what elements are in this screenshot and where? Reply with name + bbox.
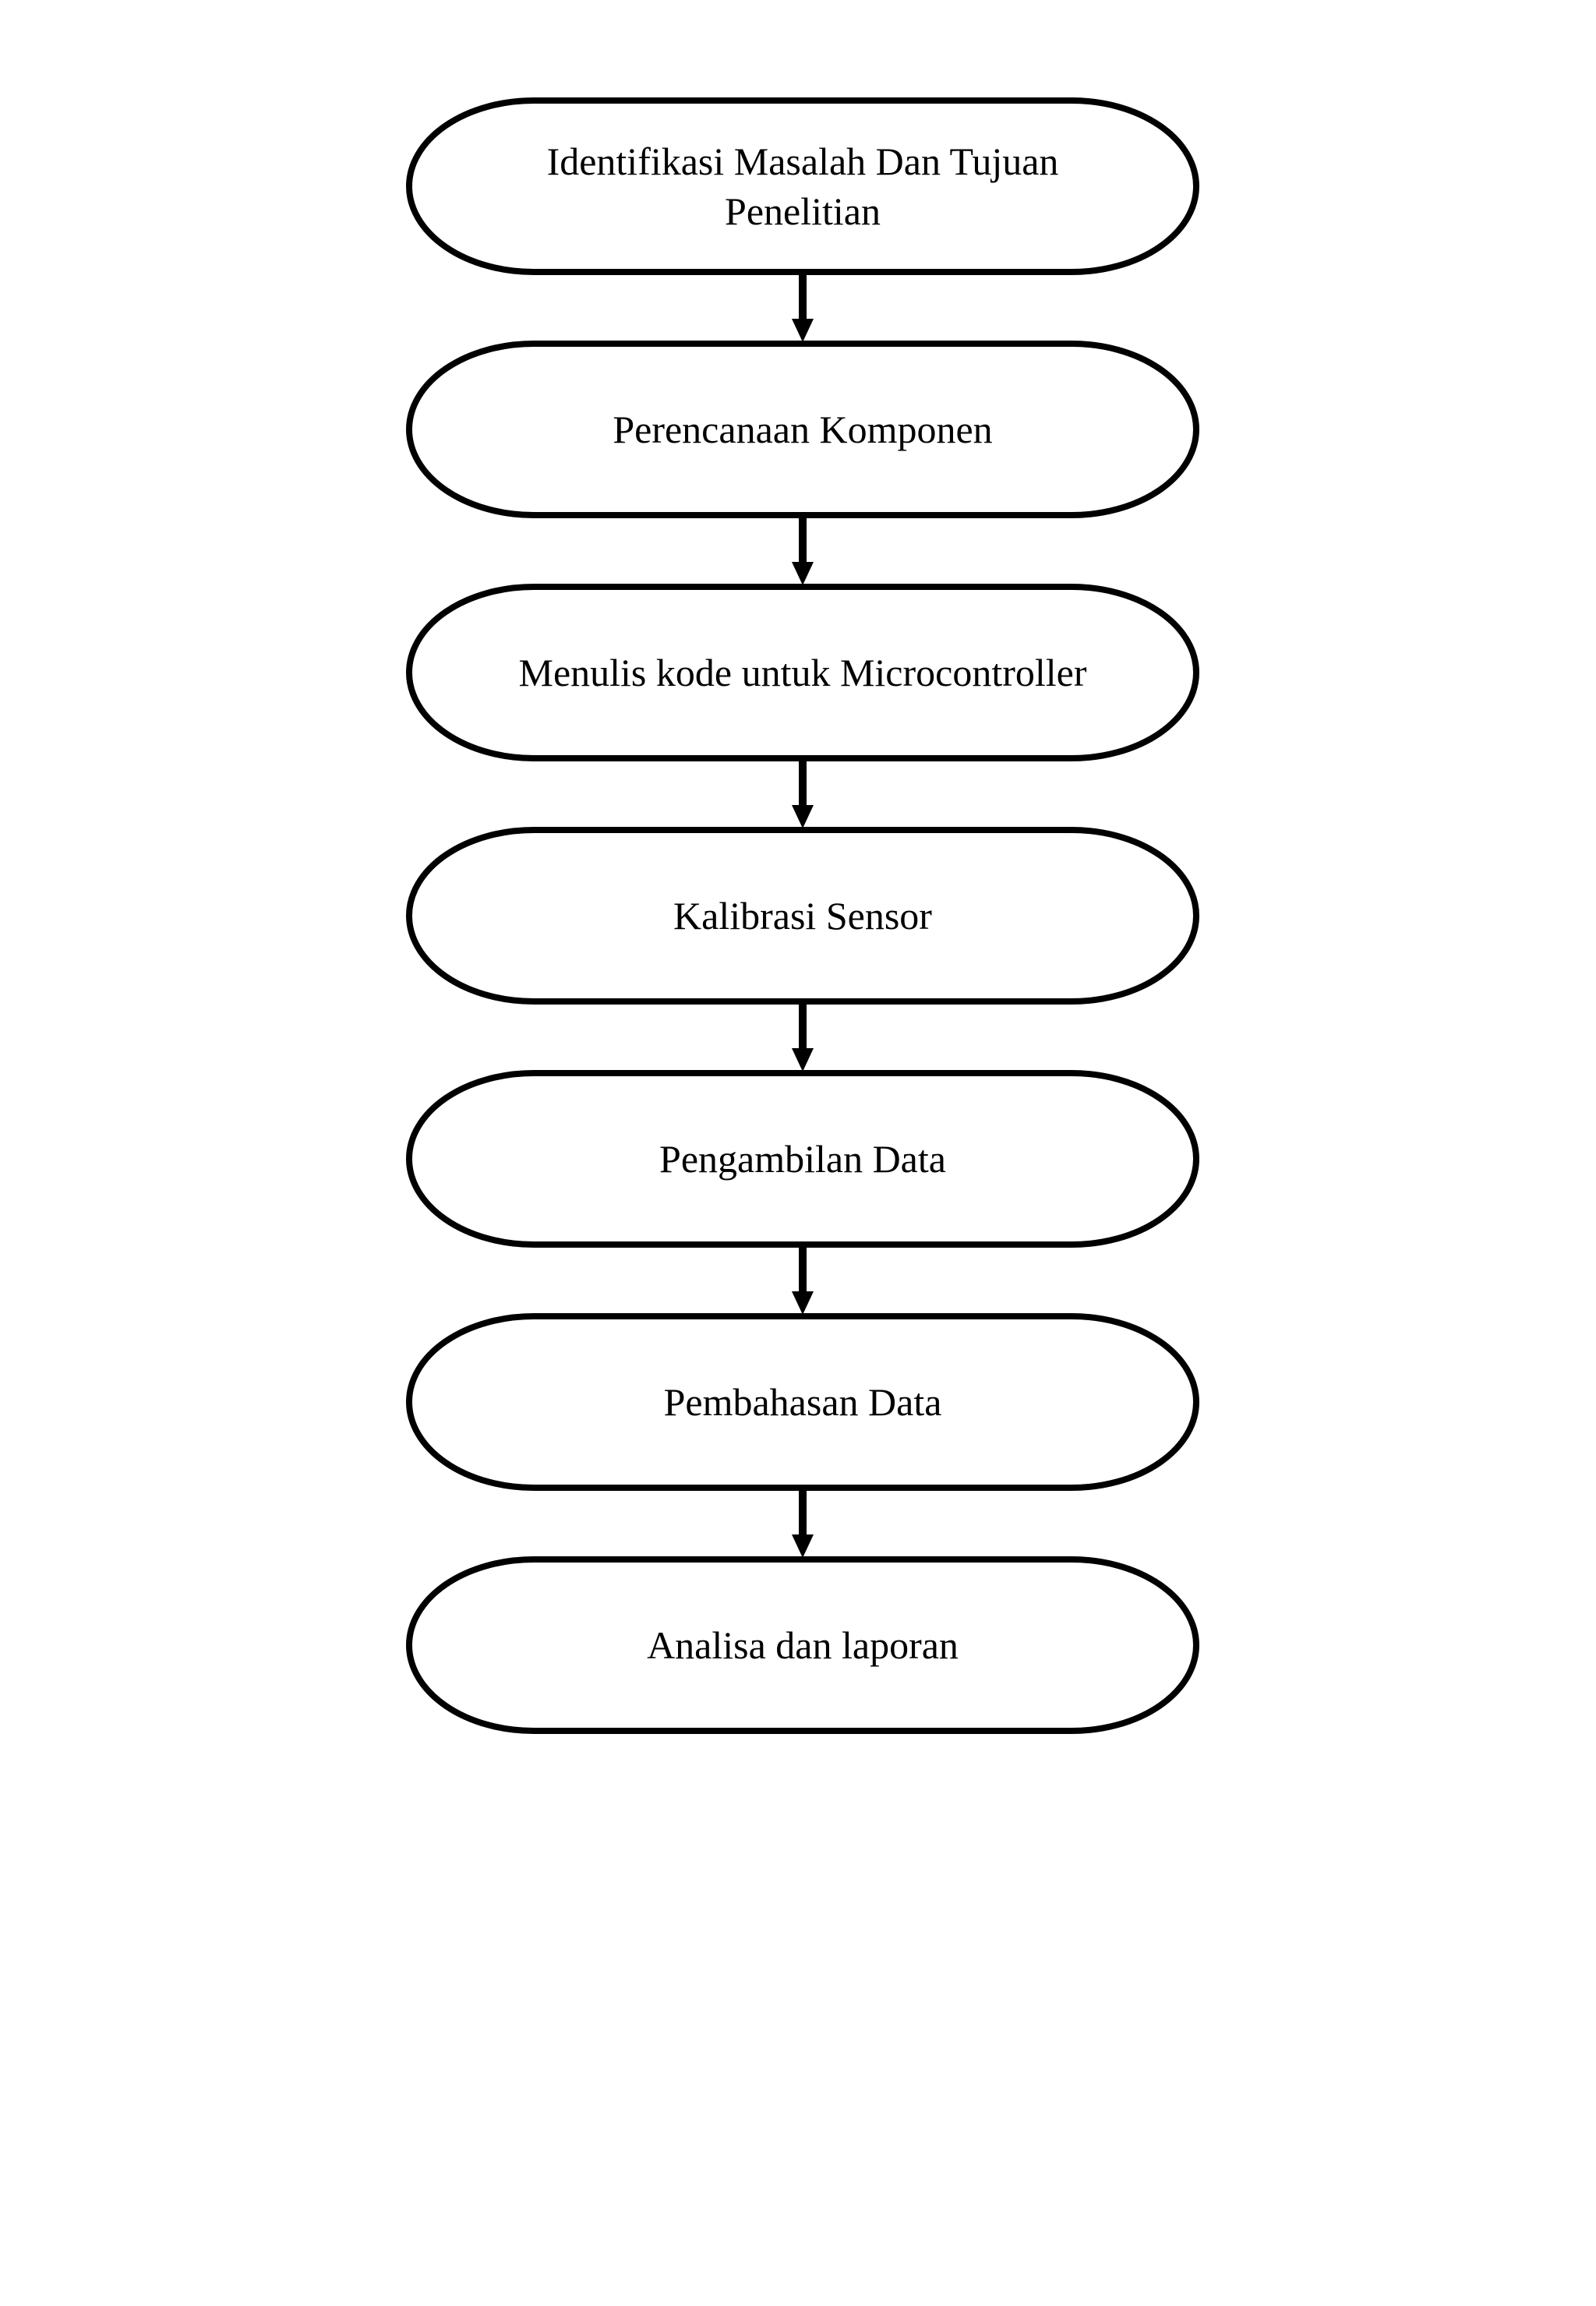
flow-step-label: Analisa dan laporan [647, 1623, 959, 1667]
flow-step-label: Menulis kode untuk Microcontroller [518, 651, 1087, 694]
flow-step-label: Identifikasi Masalah Dan Tujuan [546, 139, 1059, 183]
flow-step [409, 1073, 1196, 1245]
flow-step [409, 587, 1196, 758]
flow-step [409, 1559, 1196, 1731]
arrow-down-icon [792, 1291, 814, 1315]
flow-step [409, 1316, 1196, 1488]
flow-step-label: Pembahasan Data [663, 1380, 942, 1424]
flow-step-label: Perencanaan Komponen [613, 408, 993, 451]
arrow-down-icon [792, 1048, 814, 1072]
flow-step-box [409, 101, 1196, 272]
flow-arrow [792, 758, 814, 828]
flow-step [409, 344, 1196, 515]
flow-arrow [792, 272, 814, 342]
arrow-down-icon [792, 805, 814, 828]
flow-arrow [792, 1245, 814, 1315]
arrow-down-icon [792, 319, 814, 342]
flow-step [409, 101, 1196, 272]
arrow-down-icon [792, 1534, 814, 1558]
flow-step-label: Kalibrasi Sensor [673, 894, 932, 938]
flow-step-label: Penelitian [725, 189, 881, 233]
flow-arrow [792, 1001, 814, 1072]
flow-arrow [792, 1488, 814, 1558]
arrow-down-icon [792, 562, 814, 585]
flow-step-label: Pengambilan Data [659, 1137, 946, 1181]
flow-step [409, 830, 1196, 1001]
flow-arrow [792, 515, 814, 585]
